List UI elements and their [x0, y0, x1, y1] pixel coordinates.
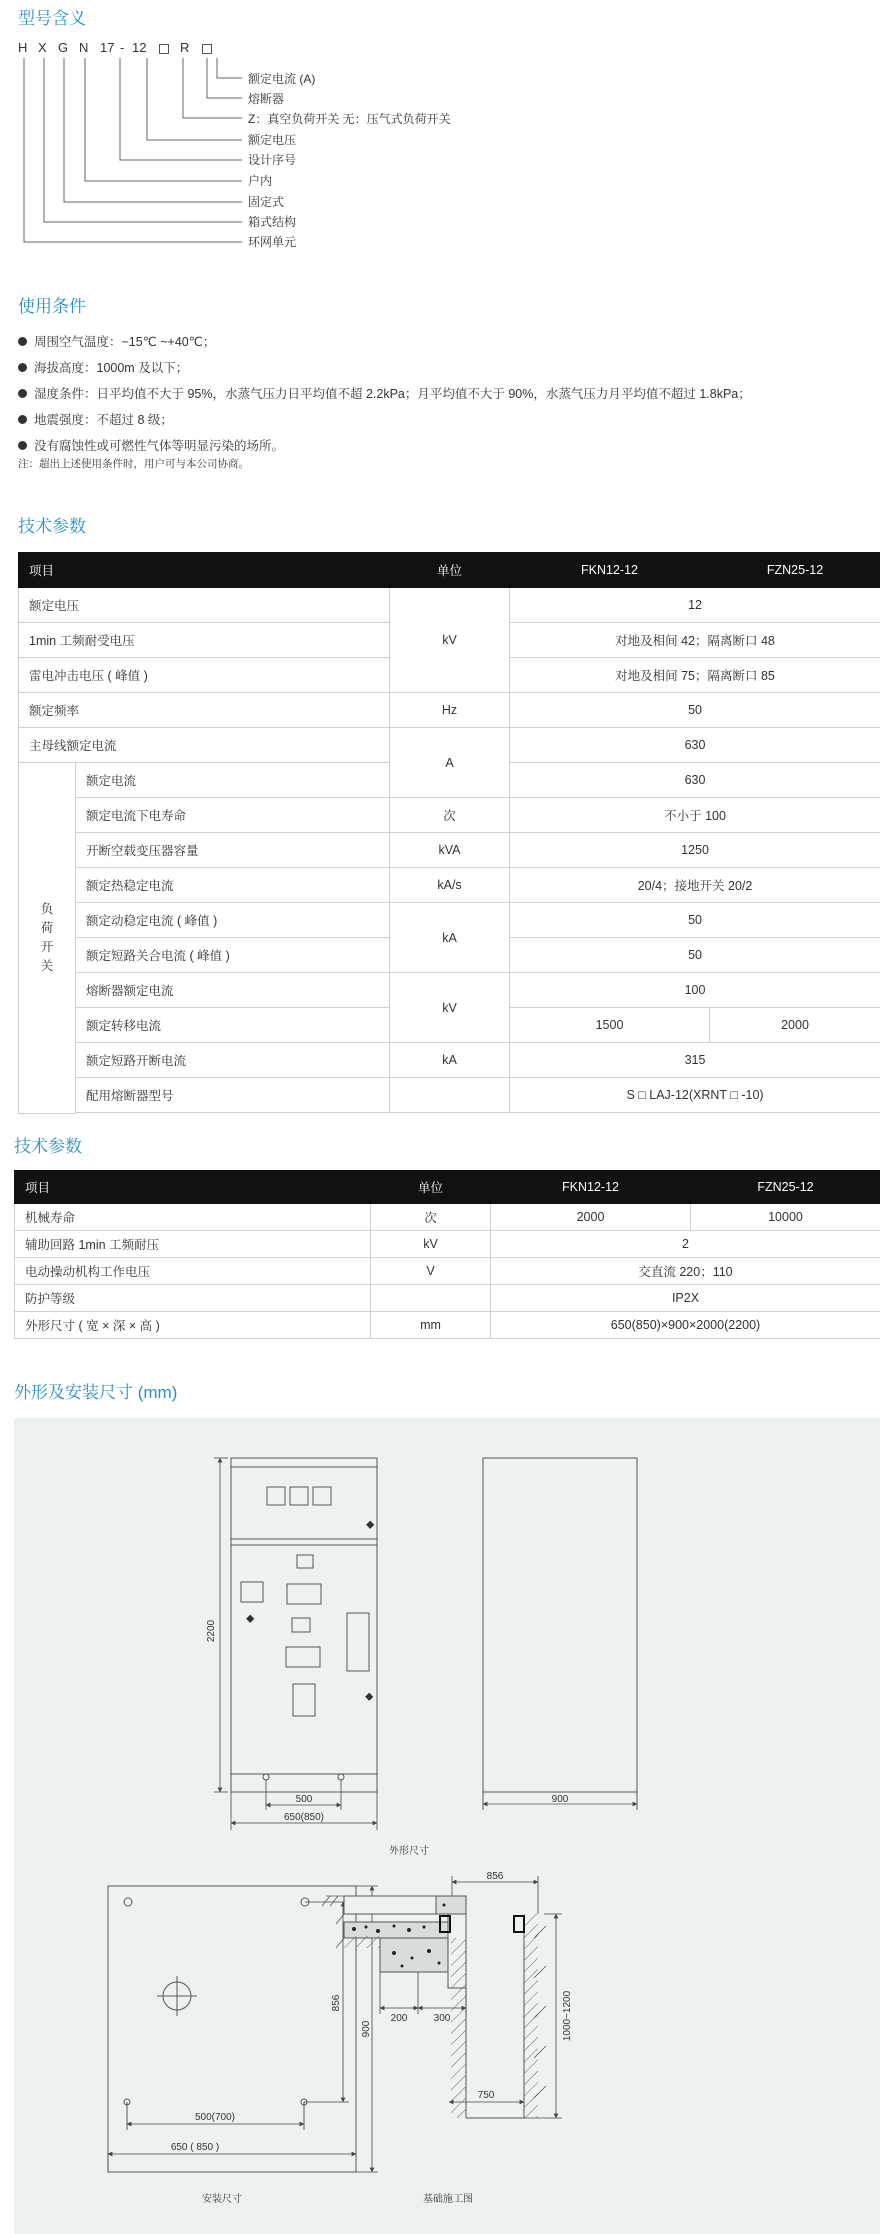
code-12: 12 — [132, 40, 147, 55]
table-row: 负荷开关 额定电流 630 — [19, 763, 880, 798]
meaning-ring-main-unit: 环网单元 — [248, 235, 297, 249]
conditions-note: 注：超出上述使用条件时，用户可与本公司协商。 — [18, 458, 249, 470]
meaning-design-no: 设计序号 — [248, 153, 297, 167]
code-x: X — [38, 40, 47, 55]
caption-foundation: 基础施工图 — [423, 2194, 473, 2205]
table-row: 电动操动机构工作电压 V 交直流 220；110 — [15, 1258, 880, 1285]
tech-params-table — [18, 552, 880, 1114]
conditions-list — [18, 328, 751, 458]
meaning-switch-type: Z：真空负荷开关 无：压气式负荷开关 — [248, 112, 451, 126]
group-load-switch — [19, 763, 76, 1114]
code-h: H — [18, 40, 28, 55]
dim-height-2200: 2200 — [206, 1619, 217, 1643]
code-17: 17 — [100, 40, 115, 55]
table-row: 熔断器额定电流 kV 100 — [19, 973, 880, 1008]
bullet-icon — [18, 389, 27, 398]
header-item: 项目 — [15, 1171, 371, 1204]
list-item: 没有腐蚀性或可燃性气体等明显污染的场所。 — [18, 432, 751, 458]
code-g: G — [58, 40, 69, 55]
dim-500-700: 500(700) — [194, 2112, 236, 2123]
model-code-leader-lines — [0, 0, 880, 260]
dim-width-650: 650(850) — [283, 1812, 325, 1823]
header-fzn: FZN25-12 — [710, 553, 880, 588]
header-fkn: FKN12-12 — [510, 553, 710, 588]
dim-300: 300 — [433, 2013, 451, 2024]
table-row: 外形尺寸 ( 宽 × 深 × 高 ) mm 650(850)×900×2000(2200) — [15, 1312, 880, 1339]
table-row: 额定电压 kV 12 — [19, 588, 880, 623]
meaning-rated-current: 额定电流 (A) — [248, 72, 316, 86]
table-row: 配用熔断器型号 S □ LAJ-12(XRNT □ -10) — [19, 1078, 880, 1113]
caption-outline: 外形尺寸 — [389, 1846, 429, 1857]
table-header-row — [15, 1171, 880, 1204]
table-row: 额定短路开断电流 kA 315 — [19, 1043, 880, 1078]
foundation-view — [344, 1896, 538, 2118]
section-title-conditions: 使用条件 — [18, 297, 86, 316]
dim-width-500: 500 — [295, 1794, 313, 1805]
table-row: 额定频率 Hz 50 — [19, 693, 880, 728]
dim-1000-1200: 1000~1200 — [562, 1990, 573, 2042]
dim-856-foundation: 856 — [486, 1871, 504, 1882]
side-view — [483, 1458, 637, 1810]
list-item: 地震强度：不超过 8 级； — [18, 406, 751, 432]
meaning-box-structure: 箱式结构 — [248, 215, 297, 229]
bullet-icon — [18, 337, 27, 346]
table-row: 辅助回路 1min 工频耐压 kV 2 — [15, 1231, 880, 1258]
bullet-icon — [18, 441, 27, 450]
tech-params-table-2 — [14, 1170, 880, 1339]
section-title-tech-params: 技术参数 — [18, 517, 86, 536]
table-row: 额定热稳定电流 kA/s 20/4；接地开关 20/2 — [19, 868, 880, 903]
svg-text:⬥: ⬥ — [365, 1689, 374, 1703]
table-row: 额定转移电流 1500 2000 — [19, 1008, 880, 1043]
code-r: R — [180, 40, 190, 55]
header-item: 项目 — [19, 553, 390, 588]
list-item: 周围空气温度：−15℃ ~+40℃； — [18, 328, 751, 354]
table-row: 防护等级 IP2X — [15, 1285, 880, 1312]
dimension-drawings — [14, 1418, 880, 2234]
group-load-switch-label: 负荷开关 — [40, 901, 54, 973]
section-title-model: 型号含义 — [18, 9, 86, 28]
table-row: 额定短路关合电流 ( 峰值 ) 50 — [19, 938, 880, 973]
table-row: 额定动稳定电流 ( 峰值 ) kA 50 — [19, 903, 880, 938]
table-row: 开断空载变压器容量 kVA 1250 — [19, 833, 880, 868]
dim-750: 750 — [477, 2090, 495, 2101]
meaning-fixed: 固定式 — [248, 195, 285, 209]
table-header-row — [19, 553, 880, 588]
front-view — [231, 1458, 377, 1792]
bullet-icon — [18, 363, 27, 372]
meaning-indoor: 户内 — [248, 174, 273, 188]
section-title-tech-params-2: 技术参数 — [14, 1137, 82, 1156]
header-unit: 单位 — [371, 1171, 491, 1204]
header-fzn: FZN25-12 — [691, 1171, 880, 1204]
dim-900: 900 — [361, 2020, 372, 2038]
dim-depth-900: 900 — [551, 1794, 569, 1805]
list-item: 海拔高度：1000m 及以下； — [18, 354, 751, 380]
dim-856: 856 — [331, 1994, 342, 2012]
header-fkn: FKN12-12 — [491, 1171, 691, 1204]
section-title-dimensions: 外形及安装尺寸 (mm) — [14, 1383, 178, 1402]
dim-650-850: 650 ( 850 ) — [170, 2142, 220, 2153]
code-n: N — [79, 40, 89, 55]
table-row: 机械寿命 次 2000 10000 — [15, 1204, 880, 1231]
drawings-svg — [14, 1418, 880, 2234]
svg-text:⬥: ⬥ — [366, 1517, 375, 1531]
list-item: 湿度条件：日平均值不大于 95%，水蒸气压力日平均值不超 2.2kPa；月平均值不大于 90%，水蒸气压力月平均值不超过 1.8kPa； — [18, 380, 751, 406]
table-row: 雷电冲击电压 ( 峰值 ) 对地及相间 75；隔离断口 85 — [19, 658, 880, 693]
meaning-fuse: 熔断器 — [248, 92, 285, 106]
svg-text:⬥: ⬥ — [246, 1611, 255, 1625]
table-row: 主母线额定电流 A 630 — [19, 728, 880, 763]
plan-view-dims — [108, 1886, 378, 2172]
meaning-rated-voltage: 额定电压 — [248, 133, 297, 147]
dim-200: 200 — [390, 2013, 408, 2024]
header-unit: 单位 — [390, 553, 510, 588]
code-dash: - — [120, 40, 125, 55]
plan-view — [108, 1886, 356, 2172]
table-row: 额定电流下电寿命 次 不小于 100 — [19, 798, 880, 833]
table-row: 1min 工频耐受电压 对地及相间 42；隔离断口 48 — [19, 623, 880, 658]
caption-install: 安装尺寸 — [202, 2194, 242, 2205]
bullet-icon — [18, 415, 27, 424]
